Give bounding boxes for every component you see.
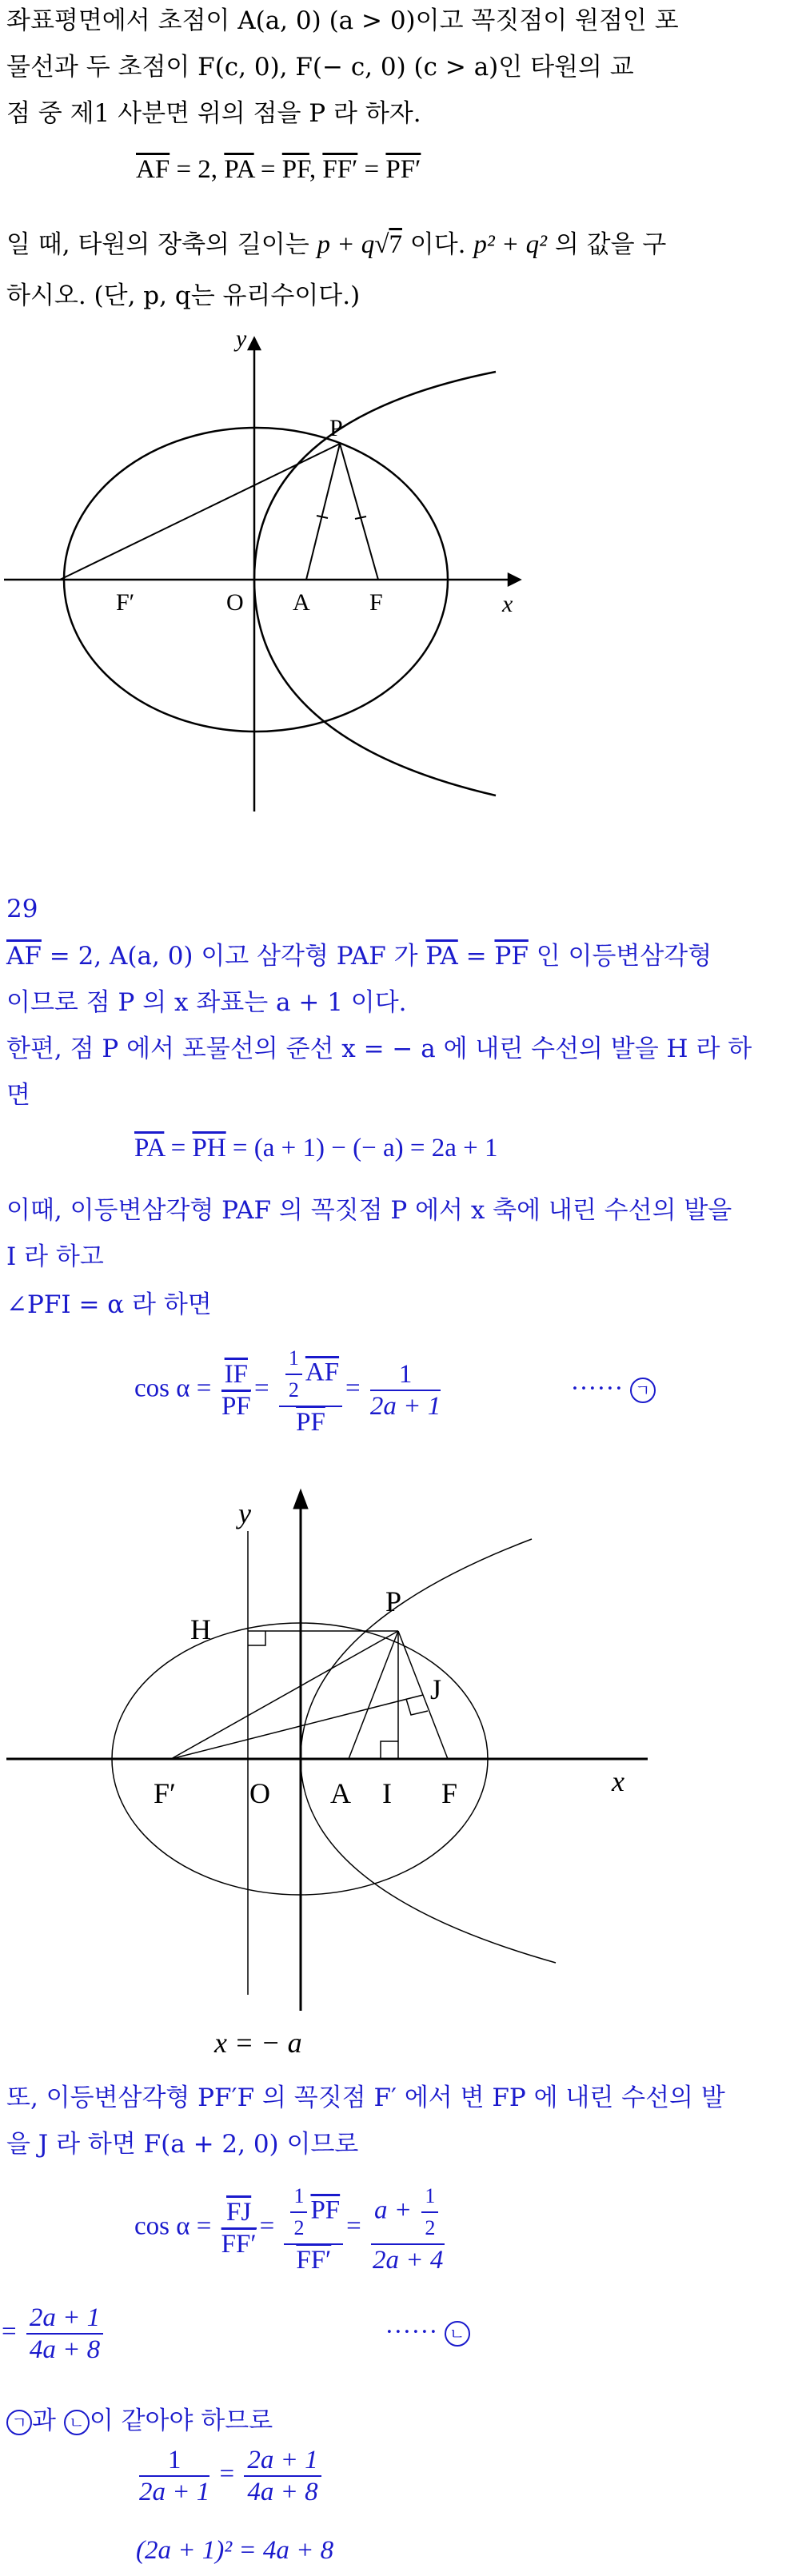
fig2-segment-pfp — [171, 1631, 398, 1759]
eq-left-frac — [139, 2445, 209, 2507]
problem-line-1: 좌표평면에서 초점이 A(a, 0) (a > 0)이고 꼭짓점이 원점인 포 — [6, 6, 679, 35]
fig1-label-f: F — [369, 589, 383, 616]
expr-p-plus-q: p + q — [317, 230, 375, 259]
cond-eq-2: = — [357, 155, 386, 184]
problem-line-3: 점 중 제1 사분면 위의 점을 P 라 하자. — [6, 99, 421, 128]
circle-mark-1: ㄱ — [630, 1378, 656, 1403]
fig2-label-y: y — [238, 1497, 251, 1529]
problem-line-5 — [6, 229, 666, 261]
segment-pfp-line — [60, 444, 340, 580]
segment-pa-line — [306, 444, 340, 580]
line12-text-2: 이 같아야 하므로 — [89, 2407, 273, 2435]
solution-line-10: 을 J 라 하면 F(a + 2, 0) 이므로 — [6, 2130, 359, 2159]
cos2-f2-den: FF′ — [296, 2246, 332, 2275]
cos1-f3-den: 2a + 1 — [369, 1392, 441, 1421]
right-angle-j — [406, 1699, 428, 1715]
sol-segment-pa: $\overline{PA}$ — [425, 942, 458, 971]
equation-cos-1: cos α = $\frac{\overline{IF}}{PF}$ = $\frac{1}{2}$ $\overline{AF}$ PF = $\frac{1}{2a + 1}$ ······ ㄱ — [134, 1343, 656, 1438]
cont-frac-den: 4a + 8 — [29, 2335, 101, 2364]
fig2-label-i: I — [382, 1777, 392, 1809]
cos1-f2-den: PF — [296, 1408, 325, 1437]
eq-segment-pa: $\overline{PA}$ — [134, 1134, 165, 1162]
circle-mark-ref-1: ㄱ — [6, 2410, 32, 2435]
y-axis-arrow — [249, 338, 260, 349]
cos1-f1-num: $\overline{IF}$ — [221, 1359, 251, 1391]
eq-right-frac — [244, 2445, 321, 2507]
expr-p2-q2: p² + q² — [473, 230, 547, 259]
cos2-half-num: 1 — [290, 2181, 307, 2213]
parabola-curve — [254, 372, 496, 796]
line12-text-1: 과 — [32, 2407, 64, 2435]
segment-fpj-line — [171, 1695, 423, 1759]
cos1-frac-2 — [279, 1343, 342, 1438]
fig2-label-fp: F′ — [154, 1777, 176, 1809]
fig2-label-a: A — [330, 1777, 351, 1809]
eq-left-den: 2a + 1 — [139, 2478, 210, 2506]
solution-eq-pa-ph — [134, 1132, 497, 1164]
fig2-label-o: O — [249, 1777, 270, 1809]
right-angle-h — [248, 1631, 265, 1645]
fig1-label-y: y — [236, 325, 247, 352]
segment-pf-line — [340, 444, 378, 580]
circle-mark-2: ㄴ — [445, 2321, 470, 2347]
fig1-label-fp: F′ — [116, 589, 135, 616]
equation-cos-2: cos α = $\frac{\overline{FJ}}{FF'}$ = $\frac{1}{2}$ $\overline{PF}$ FF′ = a + $\frac{1}{2}$ 2a + 4 — [134, 2181, 448, 2275]
segment-pfp: PF′ — [385, 155, 421, 184]
cos1-half-num: 1 — [285, 1343, 302, 1375]
cos1-half-den: 2 — [288, 1378, 299, 1402]
figure-1-ellipse-parabola — [0, 324, 794, 819]
fig2-label-h: H — [190, 1613, 211, 1645]
cos1-f1-den: PF — [221, 1392, 251, 1421]
cos2-lhs: cos α = — [134, 2211, 218, 2241]
sol-s1-eq: = — [457, 942, 495, 971]
fig2-segment-pa — [349, 1631, 398, 1759]
cos2-frac-1 — [221, 2197, 257, 2259]
line5-text-f: 의 값을 구 — [546, 230, 667, 259]
solution-line-2: 이므로 점 P 의 x 좌표는 a + 1 이다. — [6, 988, 407, 1017]
sol-s1-text-b: = 2, A(a, 0) 이고 삼각형 PAF 가 — [41, 942, 426, 971]
cos2-f2-pf: $\overline{PF}$ — [310, 2195, 341, 2225]
cos2-f3-num-a: a + — [374, 2195, 419, 2225]
sol-s1-text-f: 인 이등변삼각형 — [528, 942, 712, 971]
sol-segment-af: $\overline{AF}$ — [6, 942, 42, 971]
fig2-label-f: F — [441, 1777, 458, 1809]
sqrt-symbol: √ — [374, 230, 389, 259]
eq-left-num: 1 — [139, 2445, 209, 2477]
cos1-f3-num: 1 — [370, 1359, 441, 1391]
solution-line-7: I 라 하고 — [6, 1242, 104, 1271]
equation-fraction-equality — [136, 2445, 325, 2507]
problem-line-2: 물선과 두 초점이 F(c, 0), F(− c, 0) (c > a)인 타원의 교 — [6, 53, 634, 82]
cos2-half-den: 2 — [293, 2216, 305, 2239]
fig2-label-p: P — [385, 1585, 402, 1617]
cos2-f1-den: FF′ — [221, 2230, 257, 2259]
eq-pa-ph-eq: = — [164, 1134, 193, 1162]
equation-cos-2-cont — [2, 2303, 470, 2365]
fig1-label-a: A — [293, 589, 310, 616]
solution-line-6: 이때, 이등변삼각형 PAF 의 꼭짓점 P 에서 x 축에 내린 수선의 발을 — [6, 1196, 732, 1225]
fig2-parabola — [301, 1539, 556, 1963]
segment-pf: $\overline{PF}$ — [281, 155, 309, 184]
cont-frac — [26, 2303, 103, 2365]
cos1-lhs: cos α = — [134, 1374, 218, 1403]
fig1-label-p: P — [329, 415, 343, 441]
cont-eq: = — [2, 2317, 23, 2347]
cont-dots: ······ — [385, 2317, 438, 2347]
fig1-label-o: O — [226, 589, 244, 616]
line5-text-d: 이다. — [401, 230, 474, 259]
problem-condition — [136, 154, 421, 185]
cos2-f3-den: 2a + 4 — [373, 2246, 444, 2275]
directrix-label: x = − a — [214, 2027, 302, 2059]
fig2-label-x: x — [612, 1765, 624, 1797]
cos2-f3-half-num: 1 — [421, 2181, 438, 2213]
line5-text-a: 일 때, 타원의 장축의 길이는 — [6, 230, 317, 259]
solution-line-3: 한편, 점 P 에서 포물선의 준선 x = − a 에 내린 수선의 발을 H 라 하 — [6, 1035, 752, 1063]
segment-ffp: FF′ — [322, 155, 358, 184]
cond-eq-1: = — [253, 155, 282, 184]
solution-line-12 — [6, 2405, 273, 2437]
segment-af: $\overline{AF}$ — [136, 155, 170, 184]
cos1-f2-af: $\overline{AF}$ — [305, 1358, 340, 1387]
x-axis-arrow — [509, 574, 520, 585]
cos2-f1-num: $\overline{FJ}$ — [221, 2197, 257, 2229]
eq-equals: = — [213, 2459, 241, 2489]
eq-right-num: 2a + 1 — [244, 2445, 321, 2477]
figure-2-construction — [0, 1475, 794, 2067]
segment-pa: $\overline{PA}$ — [224, 155, 254, 184]
fig2-y-axis-arrow — [293, 1489, 308, 1509]
cos2-frac-2 — [284, 2181, 343, 2275]
solution-line-8: ∠PFI = α 라 하면 — [6, 1290, 212, 1319]
problem-line-6: 하시오. (단, p, q는 유리수이다.) — [6, 281, 361, 310]
equation-final: (2a + 1)² = 4a + 8 — [136, 2536, 334, 2565]
cos2-frac-3 — [371, 2181, 445, 2275]
cos1-frac-3 — [370, 1359, 441, 1422]
solution-line-4: 면 — [6, 1081, 30, 1110]
fig2-label-j: J — [430, 1673, 442, 1705]
eq-segment-ph: $\overline{PH}$ — [192, 1134, 226, 1162]
fig1-label-x: x — [502, 591, 513, 617]
cont-frac-num: 2a + 1 — [26, 2303, 103, 2335]
cond-af-value: = 2, — [170, 155, 225, 184]
cos1-dots: ······ — [570, 1374, 624, 1403]
right-angle-i — [381, 1741, 398, 1759]
eq-pa-ph-rhs: = (a + 1) − (− a) = 2a + 1 — [225, 1134, 498, 1162]
sol-segment-pf: $\overline{PF}$ — [494, 942, 529, 971]
cond-sep: , — [309, 155, 323, 184]
solution-line-9: 또, 이등변삼각형 PF′F 의 꼭짓점 F′ 에서 변 FP 에 내린 수선의 발 — [6, 2084, 725, 2112]
cos2-f3-half-den: 2 — [425, 2216, 436, 2239]
sqrt-radicand: 7 — [389, 230, 402, 259]
eq-right-den: 4a + 8 — [247, 2478, 318, 2506]
solution-number: 29 — [6, 895, 38, 923]
cos1-frac-1 — [221, 1359, 251, 1422]
solution-line-1 — [6, 940, 712, 972]
circle-mark-ref-2: ㄴ — [64, 2410, 90, 2435]
